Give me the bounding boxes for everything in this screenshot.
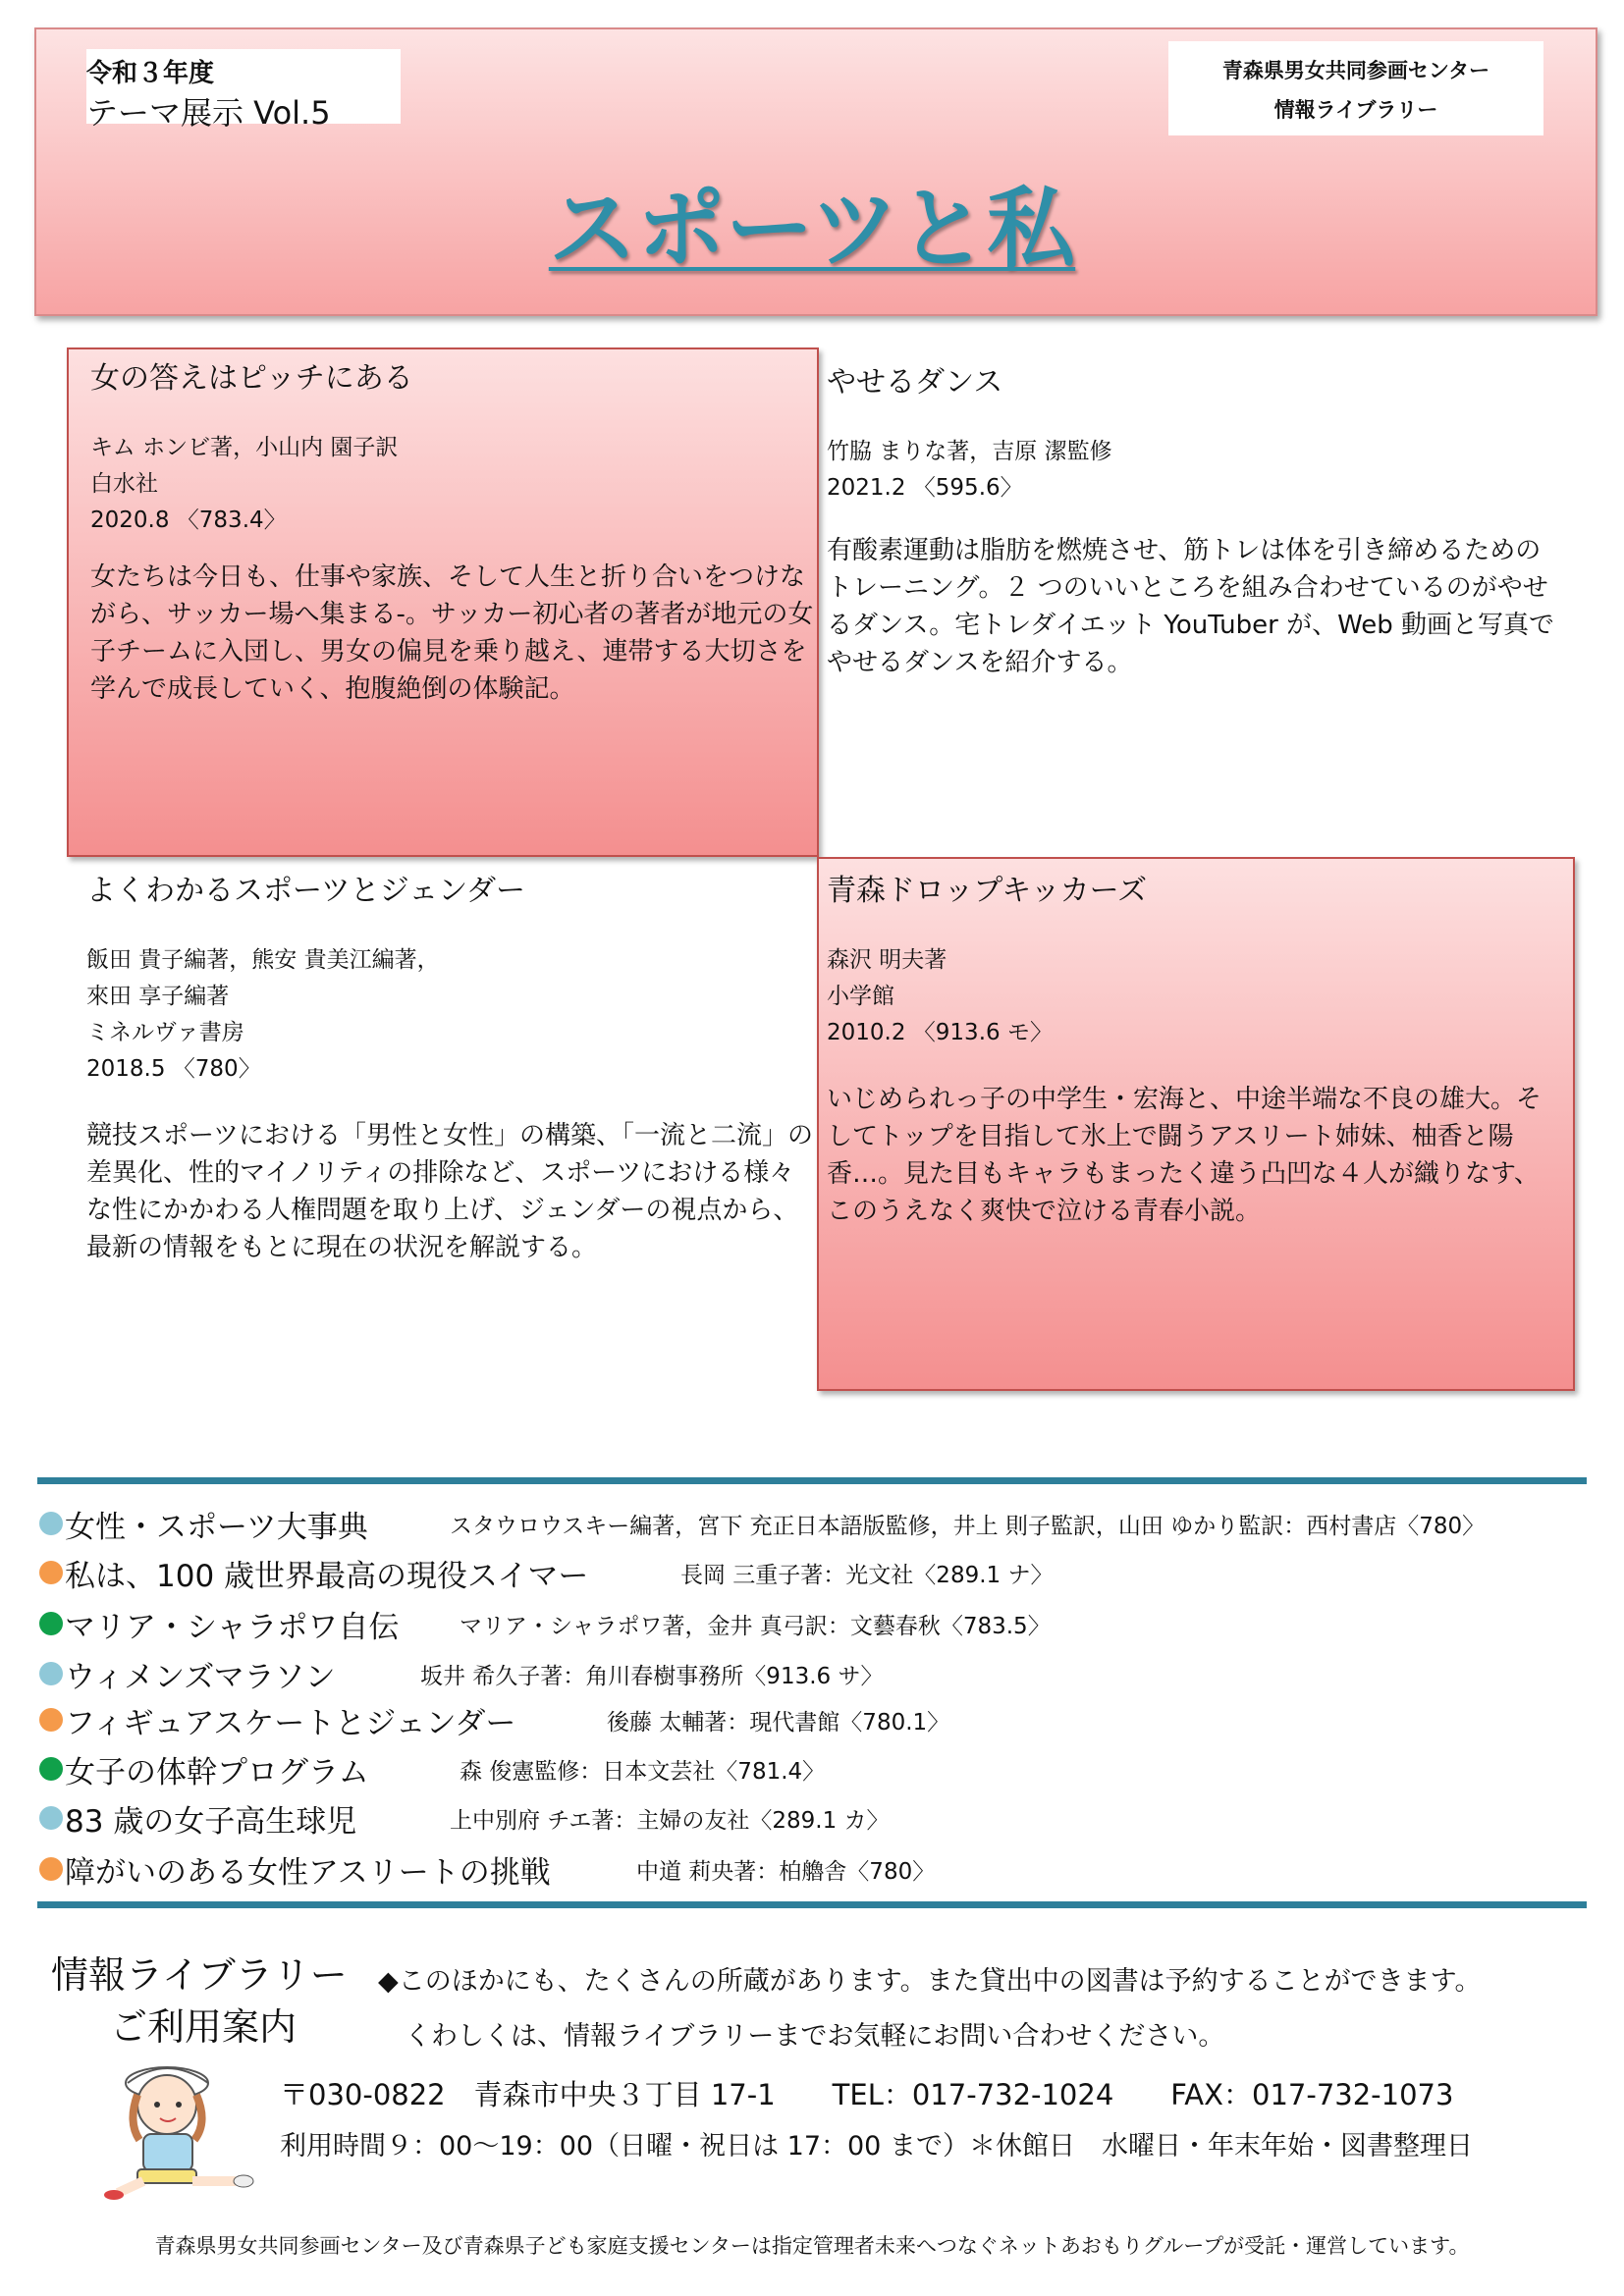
- list-item: [37, 1602, 1608, 1647]
- book-title: やせるダンス: [827, 365, 1003, 400]
- book-author: 來田 享子編著: [86, 984, 230, 1009]
- librarian-mascot-icon: [98, 2034, 265, 2201]
- list-item-title: 女子の体幹プログラム: [65, 1755, 369, 1790]
- list-item-title: 83 歳の女子高生球児: [65, 1804, 357, 1840]
- book-title: 青森ドロップキッカーズ: [827, 874, 1148, 908]
- book-publisher: ミネルヴァ書房: [86, 1020, 244, 1045]
- list-item-title: ウィメンズマラソン: [65, 1660, 336, 1695]
- org-line-2: 情報ライブラリー: [1273, 98, 1438, 122]
- book-entry: [827, 357, 1563, 681]
- list-item-info: マリア・シャラポワ著，金井 真弓訳：文藝春秋〈783.5〉: [460, 1614, 1051, 1639]
- book-author: 飯田 貴子編著，熊安 貴美江編著，: [86, 947, 440, 973]
- book-date: 2010.2 〈913.6 モ〉: [827, 1020, 1053, 1045]
- fiscal-year: 令和３年度: [86, 59, 215, 88]
- address-contact: 〒030-0822 青森市中央３丁目 17-1 TEL：017-732-1024 FAX：017-732-1073: [280, 2078, 1454, 2111]
- bullet-dot-icon: [39, 1757, 63, 1781]
- list-item-title: マリア・シャラポワ自伝: [65, 1610, 400, 1645]
- book-description: 競技スポーツにおける「男性と女性」の構築、「一流と二流」の差異化、性的マイノリティの排除など、スポーツにおける様々な性にかかわる人権問題を取り上げ、ジェンダーの視点から、最新の情報をもとに現在の状況を解説する。: [86, 1121, 813, 1262]
- list-item-info: 森 俊憲監修：日本文芸社〈781.4〉: [460, 1759, 826, 1785]
- guide-heading-line2: ご利用案内: [110, 2005, 298, 2049]
- divider-bottom: [37, 1901, 1587, 1908]
- list-item: [37, 1847, 1608, 1893]
- list-item-title: 障がいのある女性アスリートの挑戦: [65, 1855, 551, 1891]
- book-title: 女の答えはピッチにある: [90, 361, 413, 396]
- list-item-info: 後藤 太輔著：現代書館〈780.1〉: [607, 1710, 950, 1735]
- collection-note: ◆このほかにも、たくさんの所蔵があります。また貸出中の図書は予約することができます。: [378, 1966, 1482, 1997]
- exhibit-series: テーマ展示 Vol.5: [86, 94, 331, 132]
- bullet-dot-icon: [39, 1512, 63, 1535]
- organization-name: [1168, 51, 1543, 130]
- book-publisher: 白水社: [90, 471, 158, 497]
- bullet-dot-icon: [39, 1612, 63, 1635]
- list-item-title: 私は、100 歳世界最高の現役スイマー: [65, 1559, 589, 1594]
- book-publisher: 小学館: [827, 984, 894, 1009]
- book-date: 2020.8 〈783.4〉: [90, 507, 287, 533]
- list-item-title: 女性・スポーツ大事典: [65, 1510, 368, 1545]
- list-item-info: 中道 莉央著：柏艪舎〈780〉: [636, 1859, 936, 1885]
- contact-note: くわしくは、情報ライブラリーまでお気軽にお問い合わせください。: [405, 2021, 1225, 2052]
- book-entry: [86, 866, 813, 1266]
- book-author: 竹脇 まりな著，吉原 潔監修: [827, 439, 1112, 464]
- book-description: 女たちは今日も、仕事や家族、そして人生と折り合いをつけながら、サッカー場へ集まる-。サッカー初心者の著者が地元の女子チームに入団し、男女の偏見を乗り越え、連帯する大切さを学んで成長していく、抱腹絶倒の体験記。: [90, 562, 814, 704]
- book-description: 有酸素運動は脂肪を燃焼させ、筋トレは体を引き締めるためのトレーニング。２ つのいいところを組み合わせているのがやせるダンス。宅トレダイエット YouTuber が、Web 動画と写真でやせるダンスを紹介する。: [827, 536, 1555, 677]
- list-item-info: スタウロウスキー編著，宮下 充正日本語版監修，井上 則子監訳，山田 ゆかり監訳：西村書店〈780〉: [450, 1514, 1486, 1539]
- bullet-dot-icon: [39, 1857, 63, 1881]
- list-item: [37, 1652, 1608, 1697]
- book-entry: [90, 353, 817, 708]
- page-title: [0, 157, 1624, 285]
- org-line-1: 青森県男女共同参画センター: [1221, 59, 1490, 82]
- book-author: キム ホンビ著，小山内 園子訳: [90, 435, 399, 460]
- list-item-title: フィギュアスケートとジェンダー: [65, 1706, 516, 1741]
- bullet-dot-icon: [39, 1806, 63, 1830]
- book-date: 2021.2 〈595.6〉: [827, 475, 1023, 501]
- guide-heading-line1: 情報ライブラリー: [51, 1953, 348, 1997]
- divider-top: [37, 1477, 1587, 1484]
- list-item: [37, 1747, 1608, 1792]
- page-title-text: スポーツと私: [548, 178, 1076, 281]
- book-description: いじめられっ子の中学生・宏海と、中途半端な不良の雄大。そしてトップを目指して氷上で闘うアスリート姉妹、柚香と陽香…。見た目もキャラもまったく違う凸凹な４人が織りなす、このうえなく爽快で泣ける青春小説。: [827, 1085, 1543, 1226]
- list-item-info: 長岡 三重子著：光文社〈289.1 ナ〉: [680, 1563, 1054, 1588]
- book-title: よくわかるスポーツとジェンダー: [86, 874, 525, 908]
- book-date: 2018.5 〈780〉: [86, 1056, 261, 1082]
- book-entry: [827, 866, 1563, 1230]
- list-item: [37, 1551, 1608, 1596]
- book-author: 森沢 明夫著: [827, 947, 947, 973]
- list-item: [37, 1698, 1608, 1743]
- list-item: [37, 1502, 1608, 1547]
- bullet-dot-icon: [39, 1708, 63, 1732]
- list-item-info: 上中別府 チエ著：主婦の友社〈289.1 カ〉: [450, 1808, 890, 1834]
- bullet-dot-icon: [39, 1561, 63, 1584]
- bullet-dot-icon: [39, 1662, 63, 1685]
- operator-note: 青森県男女共同参画センター及び青森県子ども家庭支援センターは指定管理者未来へつなぐネットあおもりグループが受託・運営しています。: [154, 2234, 1470, 2258]
- list-item-info: 坂井 希久子著：角川春樹事務所〈913.6 サ〉: [420, 1664, 884, 1689]
- list-item: [37, 1796, 1608, 1842]
- opening-hours: 利用時間９：00～19：00（日曜・祝日は 17：00 まで）＊休館日 水曜日・年末年始・図書整理日: [280, 2131, 1473, 2162]
